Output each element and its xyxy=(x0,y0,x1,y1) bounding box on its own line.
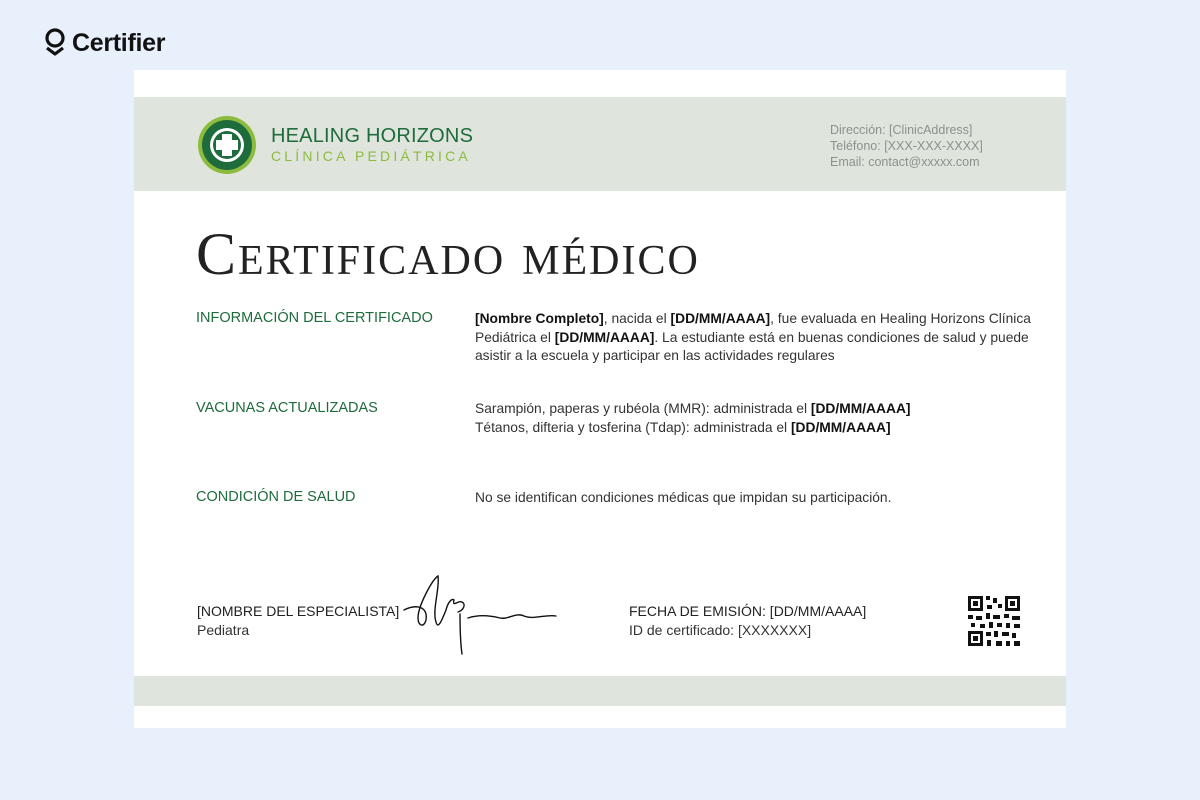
certifier-logo-icon xyxy=(44,28,66,58)
issue-date: FECHA DE EMISIÓN: [DD/MM/AAAA] xyxy=(629,603,867,619)
mmr-date: [DD/MM/AAAA] xyxy=(810,401,911,416)
clinic-name: HEALING HORIZONS xyxy=(271,125,474,147)
qr-code-icon xyxy=(968,596,1020,646)
patient-name: [Nombre Completo] xyxy=(475,311,604,326)
certificate-title: Certificado médico xyxy=(196,221,700,287)
specialist-role: Pediatra xyxy=(197,622,250,638)
vaccines-text xyxy=(475,400,1035,437)
clinic-contact xyxy=(830,122,983,170)
signature xyxy=(396,570,561,656)
evaluation-date: [DD/MM/AAAA] xyxy=(554,329,655,345)
certificate-id: ID de certificado: [XXXXXXX] xyxy=(629,622,812,638)
clinic-subtitle: CLÍNICA PEDIÁTRICA xyxy=(271,148,471,164)
mmr-line: Sarampión, paperas y rubéola (MMR): administrada el [DD/MM/AAAA] xyxy=(475,401,911,416)
health-text: No se identifican condiciones médicas que impidan su participación. xyxy=(475,490,892,505)
clinic-address: Dirección: [ClinicAddress] xyxy=(830,123,973,137)
brand-name: Certifier xyxy=(72,28,166,57)
tdap-line: Tétanos, difteria y tosferina (Tdap): administrada el [DD/MM/AAAA] xyxy=(475,419,891,435)
vaccines-label: VACUNAS ACTUALIZADAS xyxy=(196,400,378,416)
specialist-name: [NOMBRE DEL ESPECIALISTA] xyxy=(197,603,400,619)
info-text: [Nombre Completo], nacida el [DD/MM/AAAA], fue evaluada en Healing Horizons Clínica Pediátrica el [DD/MM/AAAA]. La estudiante está en buenas condiciones de salud y puede asistir a la escuela y participar en las actividades regulares xyxy=(475,311,1031,363)
certifier-brand xyxy=(44,28,165,58)
certificate-card xyxy=(134,70,1066,728)
footer-band xyxy=(134,676,1066,706)
medical-cross-logo-icon xyxy=(196,114,258,176)
clinic-phone: Teléfono: [XXX-XXX-XXXX] xyxy=(830,139,983,153)
clinic-email: Email: contact@xxxxx.com xyxy=(830,155,980,169)
health-label: CONDICIÓN DE SALUD xyxy=(196,489,356,505)
birth-date: [DD/MM/AAAA] xyxy=(670,311,771,326)
info-label: INFORMACIÓN DEL CERTIFICADO xyxy=(196,310,433,326)
tdap-date: [DD/MM/AAAA] xyxy=(790,419,891,435)
